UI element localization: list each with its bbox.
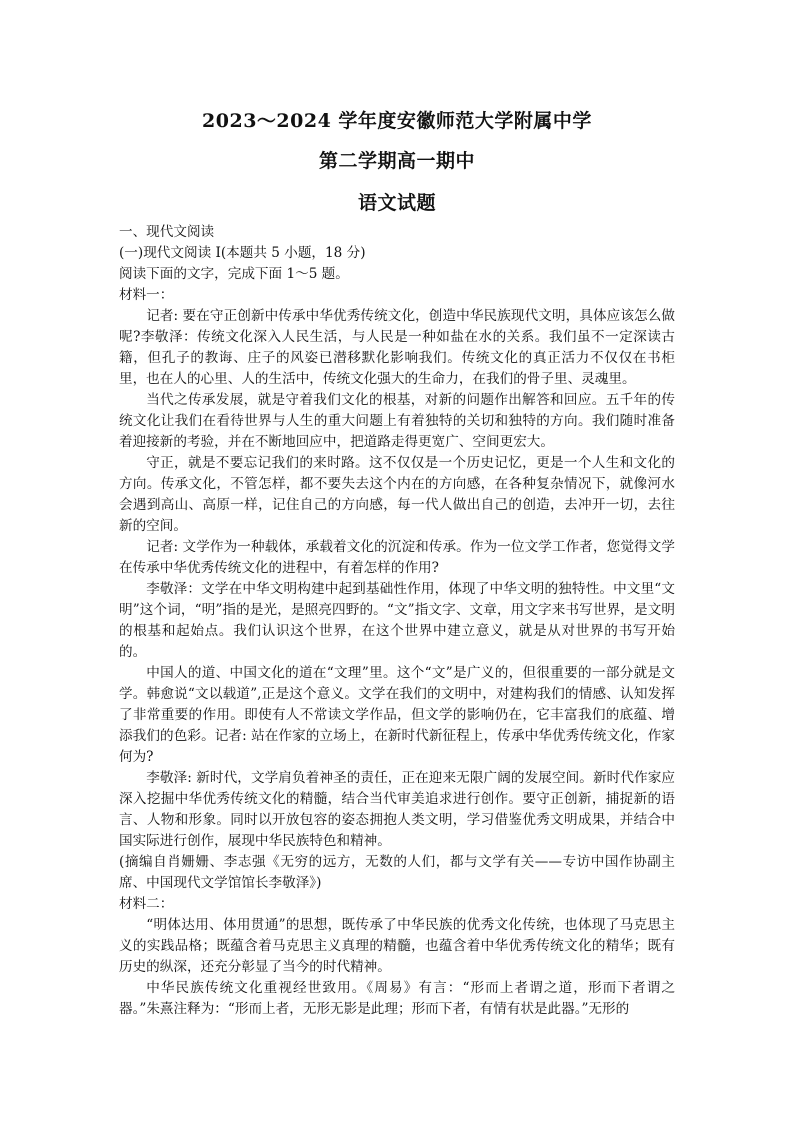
exam-title-term: 第二学期高一期中 [318,150,475,172]
section-subheading: (一)现代文阅读 I(本题共 5 小题，18 分) [119,245,366,261]
section-heading: 一、现代文阅读 [119,224,215,240]
material-one-paragraph: 李敬泽：文学在中华文明构建中起到基础性作用，体现了中华文明的独特性。中文里“文明”这个词，“明”指的是光，是照亮四野的。“文”指文字、文章，用文字来书写世界，是文明的根基和起始点。我们认识这个世界，在这个世界中建立意义，就是从对世界的书写开始的。 [119,581,675,660]
material-one-source: (摘编自肖姗姗、李志强《无穷的远方，无数的人们，都与文学有关——专访中国作协副主席、中国现代文学馆馆长李敬泽》) [119,854,675,891]
material-one-paragraph: 守正，就是不要忘记我们的来时路。这不仅仅是一个历史记忆，更是一个人生和文化的方向。传承文化，不管怎样，都不要失去这个内在的方向感，在各种复杂情况下，就像河水会遇到高山、高原一样，记住自己的方向感，每一代人做出自己的创造，去冲开一切，去往新的空间。 [119,455,675,534]
material-one-paragraph: 记者: 文学作为一种载体，承载着文化的沉淀和传承。作为一位文学工作者，您觉得文学在传承中华优秀传统文化的进程中，有着怎样的作用? [119,539,675,576]
material-one-label: 材料一： [119,287,174,303]
material-one-paragraph: 当代之传承发展，就是守着我们文化的根基，对新的问题作出解答和回应。五千年的传统文化让我们在看待世界与人生的重大问题上有着独特的关切和独特的方向。我们随时准备着迎接新的考验，并在不断地回应中，把道路走得更宽广、空间更宏大。 [119,392,675,450]
material-one-paragraph: 李敬泽: 新时代，文学肩负着神圣的责任，正在迎来无限广阔的发展空间。新时代作家应深入挖掘中华优秀传统文化的精髓，结合当代审美追求进行创作。要守正创新，捕捉新的语言、人物和形象。同时以开放包容的姿态拥抱人类文明，学习借鉴优秀文明成果，并结合中国实际进行创作，展现中华民族特色和精神。 [119,770,675,849]
material-two-paragraph: “明体达用、体用贯通”的思想，既传承了中华民族的优秀文化传统，也体现了马克思主义的实践品格；既蕴含着马克思主义真理的精髓，也蕴含着中华优秀传统文化的精华；既有历史的纵深，还充分彰显了当今的时代精神。 [119,917,675,975]
exam-body [119,222,675,1020]
material-one-paragraph: 记者: 要在守正创新中传承中华优秀传统文化，创造中华民族现代文明，具体应该怎么做呢?李敬泽：传统文化深入人民生活，与人民是一种如盐在水的关系。我们虽不一定深读古籍，但孔子的教诲、庄子的风姿已潜移默化影响我们。传统文化的真正活力不仅仅在书柜里，也在人的心里、人的生活中，传统文化强大的生命力，在我们的骨子里、灵魂里。 [119,308,675,387]
reading-instruction: 阅读下面的文字，完成下面 1～5 题。 [119,266,349,282]
material-two-label: 材料二： [119,896,174,912]
exam-title-subject: 语文试题 [357,192,436,214]
exam-title-school: 2023～2024 学年度安徽师范大学附属中学 [202,110,592,132]
material-two-paragraph: 中华民族传统文化重视经世致用。《周易》有言：“形而上者谓之道，形而下者谓之器。”朱熹注释为：“形而上者，无形无影是此理；形而下者，有情有状是此器。”无形的 [119,980,675,1017]
material-one-paragraph: 中国人的道、中国文化的道在“文理”里。这个“文”是广义的，但很重要的一部分就是文学。韩愈说“文以载道”,正是这个意义。文学在我们的文明中，对建构我们的情感、认知发挥了非常重要的作用。即使有人不常读文学作品，但文学的影响仍在，它丰富我们的底蕴、增添我们的色彩。记者: 站在作家的立场上，在新时代新征程上，传承中华优秀传统文化，作家何为? [119,665,675,765]
